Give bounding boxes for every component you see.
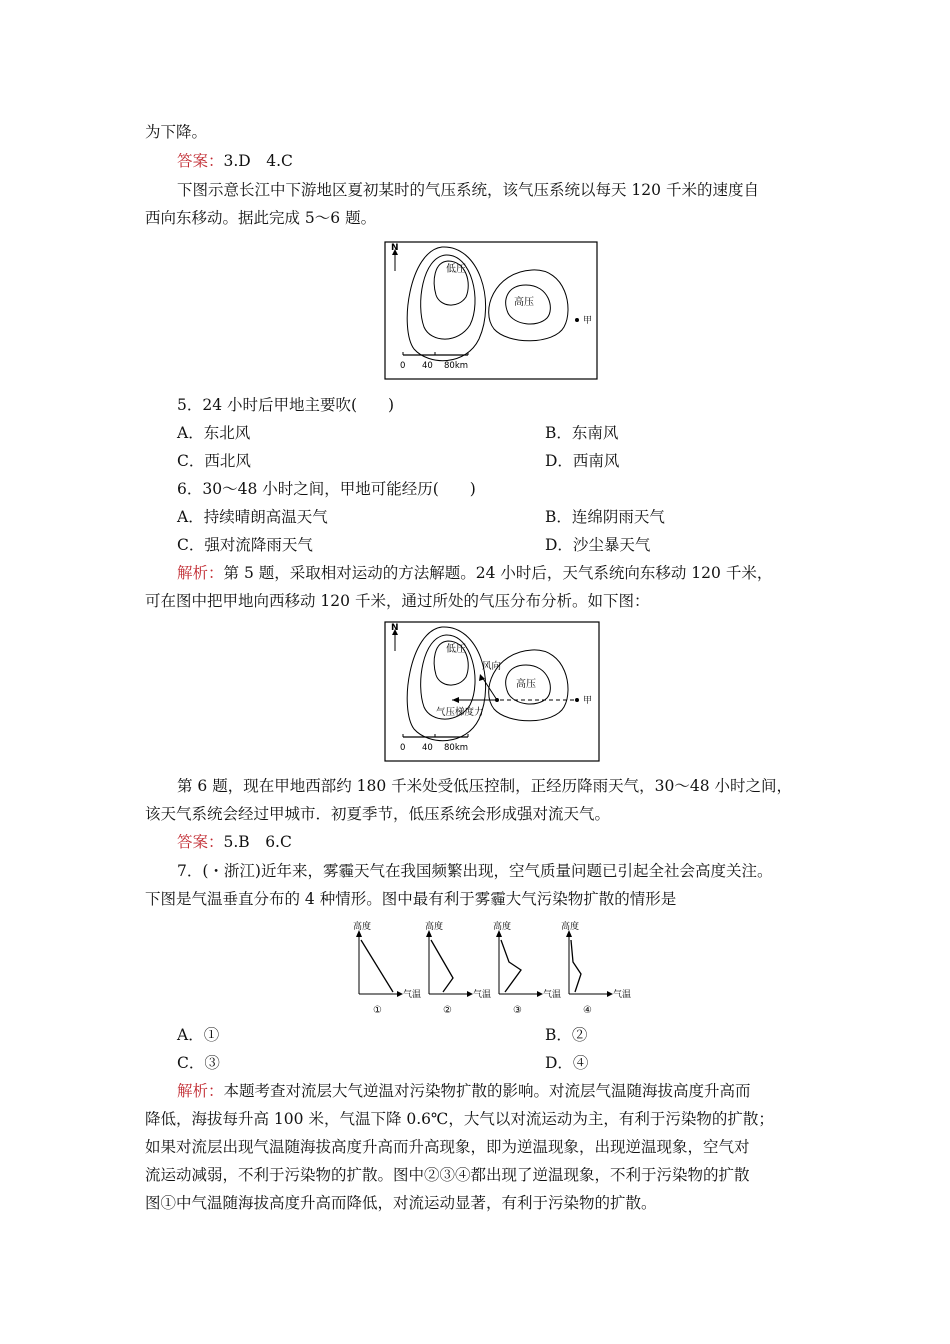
low-label: 低压 (446, 644, 466, 655)
option-c: C．西北风 (177, 452, 251, 470)
jia-label: 甲 (583, 696, 593, 706)
text-line: 西向东移动。据此完成 5～6 题。 (145, 209, 377, 227)
option-d: D．④ (545, 1054, 589, 1072)
text-line: 流运动减弱，不利于污染物的扩散。图中②③④都出现了逆温现象，不利于污染物的扩散 (145, 1166, 750, 1184)
scale-0: 0 (400, 361, 406, 371)
wind-direction-label: 风向 (482, 661, 502, 672)
answer-line (177, 832, 292, 852)
profile-number: ① (373, 1005, 382, 1016)
text-line: 如果对流层出现气温随海拔高度升高而升高现象，即为逆温现象，出现逆温现象，空气对 (145, 1138, 750, 1156)
answer-value: 5.B 6.C (223, 833, 292, 851)
scale-40: 40 (422, 361, 433, 371)
option-d: D．沙尘暴天气 (545, 536, 651, 554)
axis-height: 高度 (561, 922, 580, 932)
high-label: 高压 (516, 679, 536, 690)
scale-80: 80km (444, 743, 469, 753)
text-line: 图①中气温随海拔高度升高而降低，对流运动显著，有利于污染物的扩散。 (145, 1194, 657, 1212)
axis-height: 高度 (425, 922, 444, 932)
north-label: N (391, 243, 399, 253)
option-c: C．③ (177, 1054, 220, 1072)
option-b: B．连绵阴雨天气 (545, 508, 665, 526)
answer-label: 答案： (177, 152, 224, 170)
text-line: 下图示意长江中下游地区夏初某时的气压系统，该气压系统以每天 120 千米的速度自 (177, 181, 759, 199)
scale-40: 40 (422, 743, 433, 753)
axis-temp: 气温 (613, 990, 632, 1000)
option-b: B．东南风 (545, 424, 619, 442)
option-c: C．强对流降雨天气 (177, 536, 313, 554)
option-a: A．持续晴朗高温天气 (177, 508, 328, 526)
explanation-label: 解析： (177, 1082, 224, 1100)
text-line: 下图是气温垂直分布的 4 种情形。图中最有利于雾霾大气污染物扩散的情形是 (145, 890, 677, 908)
option-b: B．② (545, 1026, 588, 1044)
low-label: 低压 (446, 264, 466, 275)
text-line: 第 6 题，现在甲地西部约 180 千米处受低压控制，正经历降雨天气，30～48 小时之间， (177, 777, 793, 795)
explanation-line (177, 563, 772, 583)
text-line: 降低，海拔每升高 100 米，气温下降 0.6℃，大气以对流运动为主，有利于污染物的扩散； (145, 1110, 774, 1128)
explanation-text: 本题考查对流层大气逆温对污染物扩散的影响。对流层气温随海拔高度升高而 (223, 1082, 751, 1100)
profile-number: ② (443, 1005, 452, 1016)
axis-temp: 气温 (473, 990, 492, 1000)
pressure-map-1 (384, 241, 598, 380)
scale-0: 0 (400, 743, 406, 753)
answer-value: 3.D 4.C (223, 152, 293, 170)
jia-label: 甲 (583, 316, 593, 326)
text-line: 该天气系统会经过甲城市．初夏季节，低压系统会形成强对流天气。 (145, 805, 611, 823)
question-5: 5．24 小时后甲地主要吹( ) (177, 396, 395, 414)
profile-2 (425, 920, 491, 1016)
option-d: D．西南风 (545, 452, 620, 470)
profile-1 (353, 920, 421, 1016)
axis-temp: 气温 (543, 990, 562, 1000)
profile-3 (493, 920, 561, 1016)
answer-label: 答案： (177, 833, 224, 851)
profile-number: ④ (583, 1005, 592, 1016)
north-label: N (391, 623, 399, 633)
axis-height: 高度 (353, 922, 372, 932)
explanation-text: 第 5 题，采取相对运动的方法解题。24 小时后，天气系统向东移动 120 千米， (223, 564, 773, 582)
question-6: 6．30～48 小时之间，甲地可能经历( ) (177, 480, 476, 498)
axis-height: 高度 (493, 922, 512, 932)
text-line: 可在图中把甲地向西移动 120 千米，通过所处的气压分布分析。如下图： (145, 592, 650, 610)
profile-number: ③ (513, 1005, 522, 1016)
text-line: 为下降。 (145, 123, 208, 141)
explanation-label: 解析： (177, 564, 224, 582)
pressure-gradient-label: 气压梯度力 (436, 707, 484, 718)
profile-4 (561, 920, 631, 1016)
option-a: A．① (177, 1026, 220, 1044)
high-label: 高压 (514, 297, 534, 308)
scale-80: 80km (444, 361, 469, 371)
explanation-line (177, 1081, 751, 1101)
temperature-profiles (345, 918, 645, 1018)
question-7: 7．(・浙江)近年来，雾霾天气在我国频繁出现，空气质量问题已引起全社会高度关注。 (177, 862, 773, 880)
option-a: A．东北风 (177, 424, 251, 442)
answer-line (177, 151, 293, 171)
axis-temp: 气温 (403, 990, 422, 1000)
pressure-map-2 (384, 621, 600, 762)
